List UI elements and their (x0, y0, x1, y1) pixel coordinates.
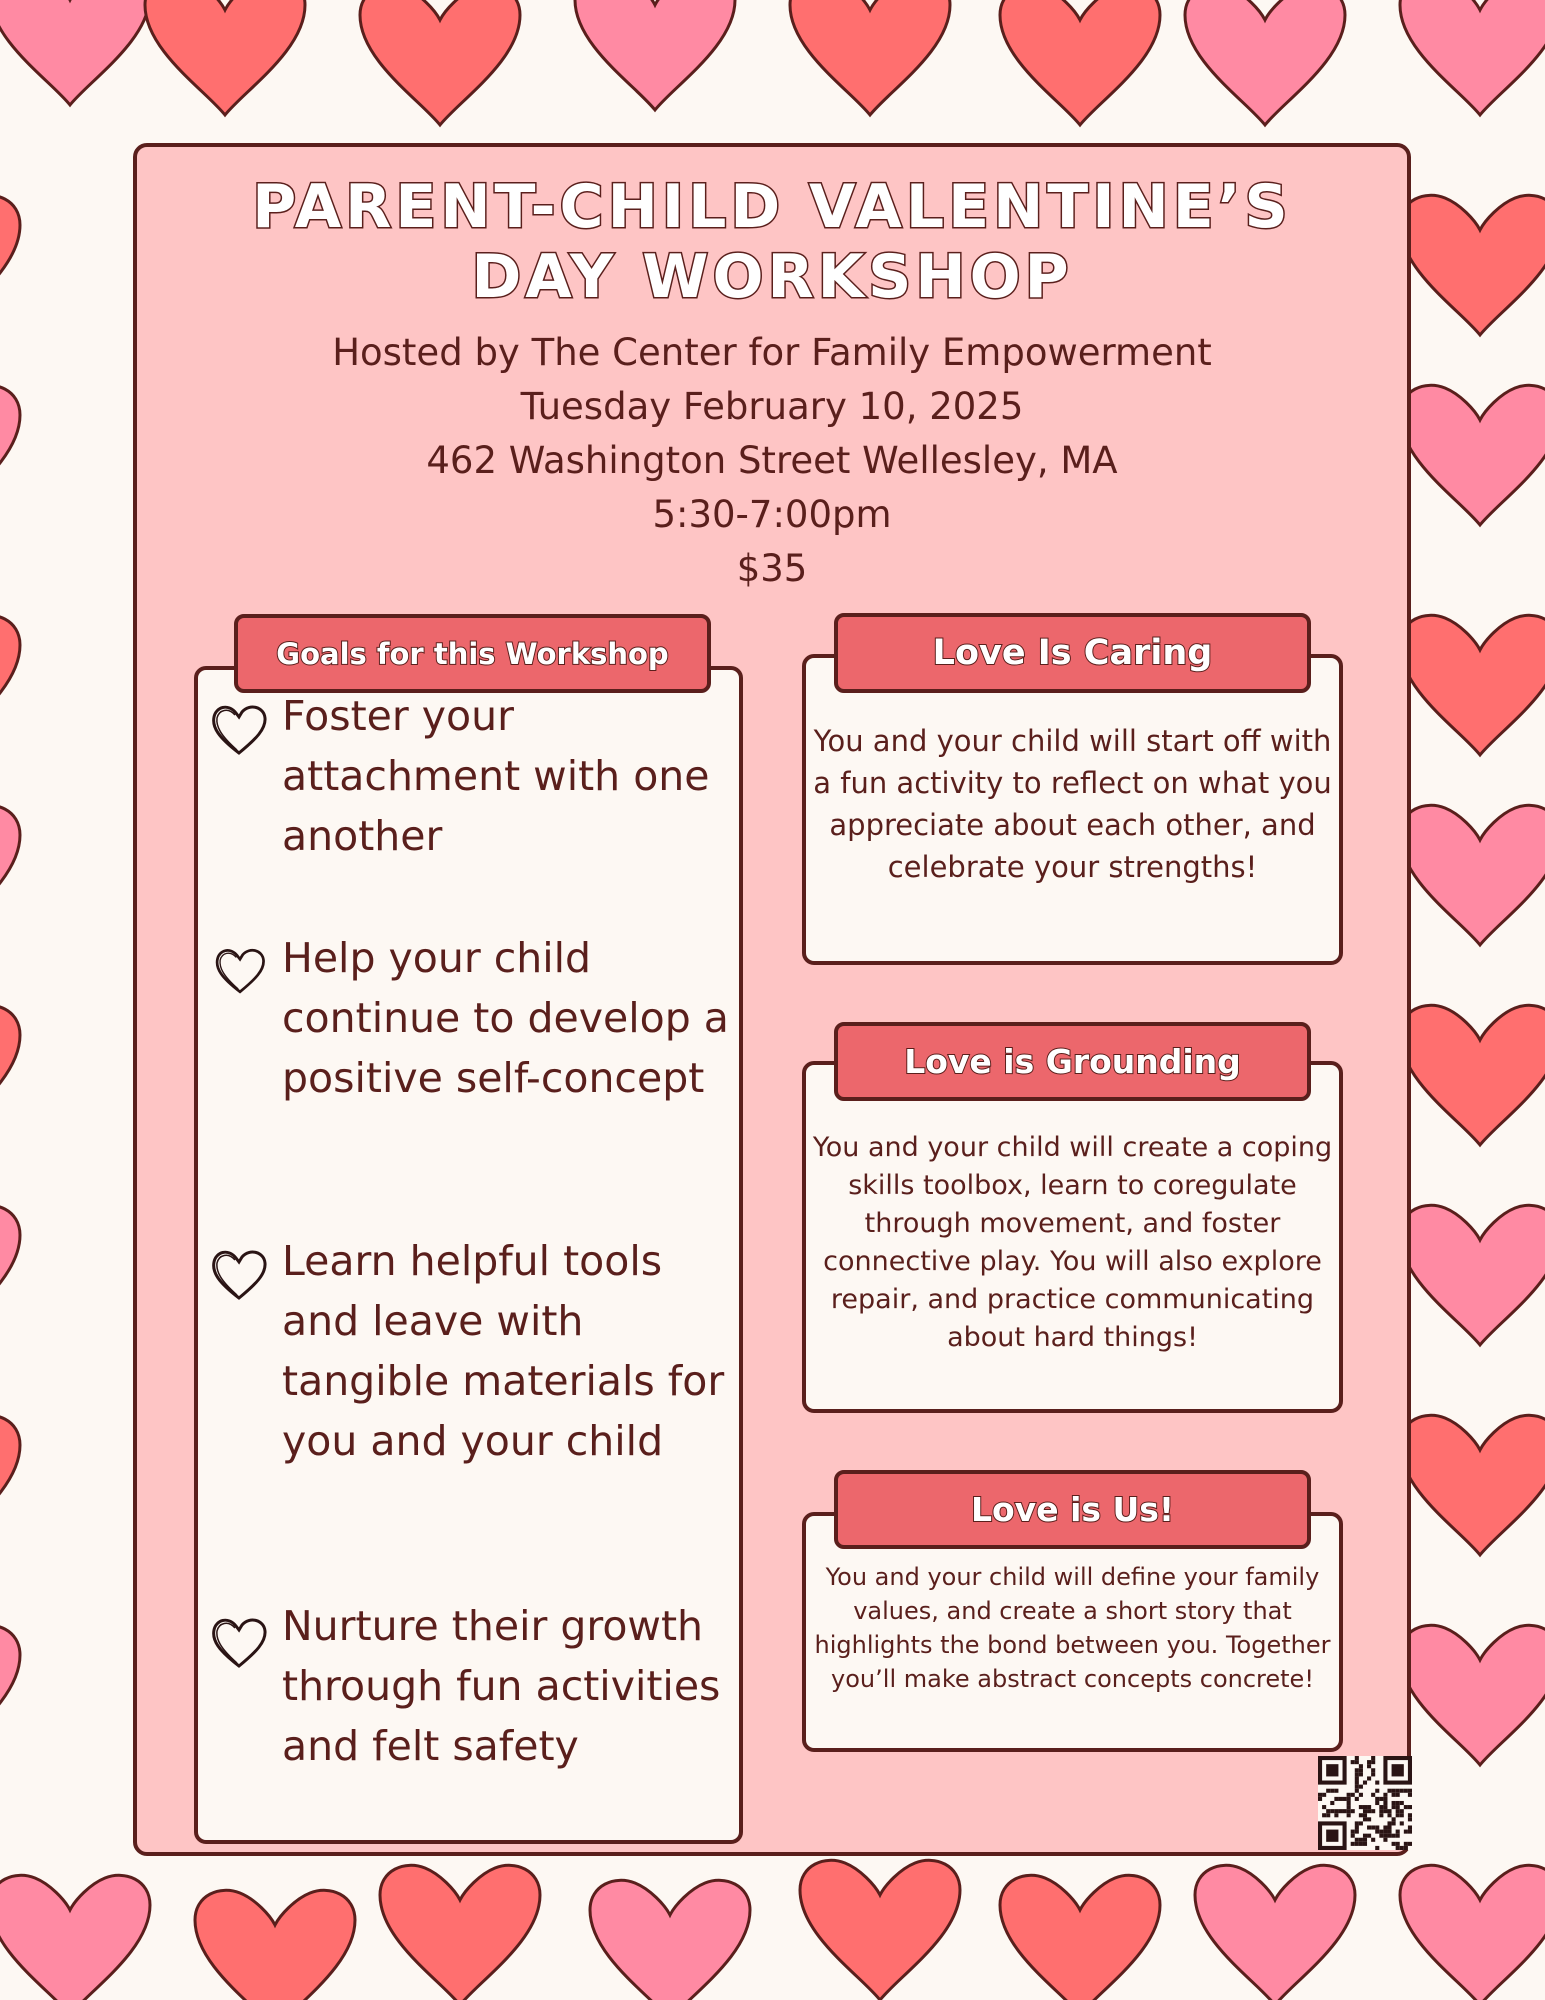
section-body-us: You and your child will define your family values, and create a short story that highlights the bond between you. Together you’ll make abstract concepts concrete! (814, 1563, 1331, 1693)
section-body-grounding: You and your child will create a coping skills toolbox, learn to coregulate through movement, and foster connective play. You will also explore repair, and practice communicating about hard things! (812, 1132, 1333, 1353)
background-heart (0, 805, 20, 945)
background-heart (1400, 195, 1545, 335)
background-heart (0, 385, 20, 525)
price-text: $35 (736, 547, 808, 590)
background-heart (0, 1205, 20, 1345)
goal-item-1: Foster your attachment with one another (282, 692, 710, 860)
title-line-2: DAY WORKSHOP (471, 242, 1073, 312)
background-heart (1000, 1875, 1160, 2000)
background-heart (1400, 1005, 1545, 1145)
background-heart (1400, 385, 1545, 525)
heart-outline-icon (208, 1614, 270, 1672)
background-heart (1400, 1865, 1545, 2000)
background-heart (1400, 1205, 1545, 1345)
background-heart (790, 0, 950, 115)
background-heart (0, 0, 150, 105)
background-heart (1400, 805, 1545, 945)
goal-item-3: Learn helpful tools and leave with tangible materials for you and your child (282, 1237, 725, 1465)
background-heart (0, 1625, 20, 1765)
goals-heading: Goals for this Workshop (234, 614, 711, 693)
section-body-caring: You and your child will start off with a fun activity to reflect on what you appreciate about each other, and celebrate your strengths! (813, 724, 1332, 884)
address-text: 462 Washington Street Wellesley, MA (426, 439, 1118, 482)
background-heart (800, 1860, 960, 2000)
time-text: 5:30-7:00pm (652, 493, 892, 536)
background-heart (1195, 1865, 1355, 2000)
section-title-caring: Love Is Caring (834, 613, 1311, 693)
section-title-us: Love is Us! (834, 1470, 1311, 1549)
background-heart (0, 1005, 20, 1145)
title-line-1: PARENT-CHILD VALENTINE’S (252, 172, 1292, 242)
heart-outline-icon (208, 701, 270, 759)
background-heart (590, 1880, 750, 2000)
background-heart (360, 0, 520, 125)
goal-item-2: Help your child continue to develop a positive self-concept (282, 934, 729, 1102)
goal-item-4: Nurture their growth through fun activities and felt safety (282, 1602, 721, 1770)
heart-outline-icon (212, 944, 268, 998)
background-heart (195, 1890, 355, 2000)
background-heart (380, 1865, 540, 2000)
background-heart (1185, 0, 1345, 125)
background-heart (0, 1415, 20, 1555)
section-title-grounding: Love is Grounding (834, 1022, 1311, 1101)
background-heart (0, 1875, 150, 2000)
background-heart (575, 0, 735, 110)
qr-code-icon[interactable] (1318, 1756, 1412, 1850)
background-heart (0, 615, 20, 755)
date-text: Tuesday February 10, 2025 (520, 385, 1024, 428)
event-info (133, 326, 1411, 596)
background-heart (1400, 1625, 1545, 1765)
heart-outline-icon (208, 1246, 270, 1304)
background-heart (1400, 615, 1545, 755)
background-heart (1400, 0, 1545, 115)
host-text: Hosted by The Center for Family Empowerment (332, 331, 1212, 374)
background-heart (1400, 1415, 1545, 1555)
page-title (133, 172, 1411, 312)
background-heart (145, 0, 305, 115)
background-heart (1000, 0, 1160, 125)
background-heart (0, 195, 20, 335)
